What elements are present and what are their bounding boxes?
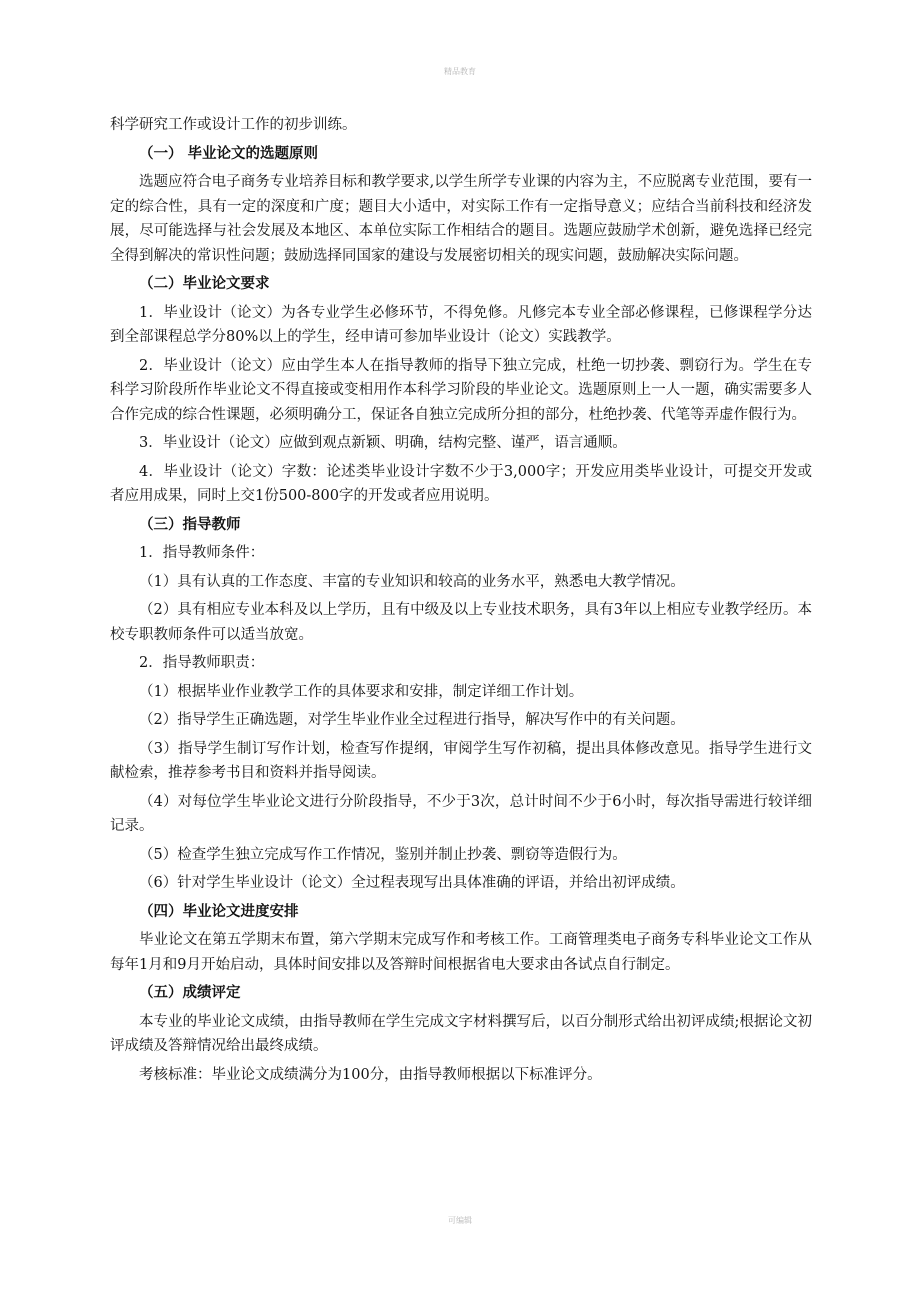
section-heading-supervisors: （三）指导教师 bbox=[139, 515, 241, 533]
section-heading-schedule: （四）毕业论文进度安排 bbox=[139, 902, 299, 920]
document-body bbox=[110, 113, 812, 1091]
paragraph-assessment-standard: 考核标准：毕业论文成绩满分为100分，由指导教师根据以下标准评分。 bbox=[139, 1066, 602, 1083]
paragraph-condition-1: （1）具有认真的工作态度、丰富的专业知识和较高的业务水平，熟悉电大教学情况。 bbox=[139, 573, 685, 590]
paragraph-continuation: 科学研究工作或设计工作的初步训练。 bbox=[110, 117, 357, 133]
paragraph-requirement-3: 3．毕业设计（论文）应做到观点新颖、明确，结构完整、谨严，语言通顺。 bbox=[139, 435, 627, 451]
paragraph-supervisor-conditions: 1．指导教师条件： bbox=[139, 545, 265, 561]
paragraph-requirement-1: 1．毕业设计（论文）为各专业学生必修环节，不得免修。凡修完本专业全部必修课程，已修课程学分达到全部课程总学分80%以上的学生，经申请可参加毕业设计（论文）实践教学。 bbox=[110, 304, 812, 345]
section-heading-grading: （五）成绩评定 bbox=[139, 984, 241, 1001]
header-watermark: 精品教育 bbox=[444, 67, 476, 76]
paragraph-grading: 本专业的毕业论文成绩，由指导教师在学生完成文字材料撰写后，以百分制形式给出初评成绩;根据论文初评成绩及答辩情况给出最终成绩。 bbox=[110, 1013, 812, 1054]
footer-watermark: 可编辑 bbox=[448, 1216, 472, 1225]
paragraph-duty-4: （4）对每位学生毕业论文进行分阶段指导，不少于3次，总计时间不少于6小时，每次指导需进行较详细记录。 bbox=[110, 793, 812, 834]
section-heading-topic-principles: （一） 毕业论文的选题原则 bbox=[139, 144, 319, 162]
paragraph-duty-5: （5）检查学生独立完成写作工作情况，鉴别并制止抄袭、剽窃等造假行为。 bbox=[139, 846, 627, 863]
paragraph-duty-6: （6）针对学生毕业设计（论文）全过程表现写出具体准确的评语，并给出初评成绩。 bbox=[139, 875, 685, 891]
paragraph-duty-1: （1）根据毕业作业教学工作的具体要求和安排，制定详细工作计划。 bbox=[139, 683, 584, 700]
paragraph-duty-2: （2）指导学生正确选题，对学生毕业作业全过程进行指导，解决写作中的有关问题。 bbox=[139, 712, 685, 728]
paragraph-schedule: 毕业论文在第五学期末布置，第六学期末完成写作和考核工作。工商管理类电子商务专科毕业论文工作从每年1月和9月开始启动，具体时间安排以及答辩时间根据省电大要求由各试点自行制定。 bbox=[110, 932, 812, 973]
paragraph-condition-2: （2）具有相应专业本科及以上学历，且有中级及以上专业技术职务，具有3年以上相应专业教学经历。本校专职教师条件可以适当放宽。 bbox=[110, 602, 812, 643]
paragraph-supervisor-duties: 2．指导教师职责： bbox=[139, 655, 265, 671]
paragraph-requirement-2: 2．毕业设计（论文）应由学生本人在指导教师的指导下独立完成，杜绝一切抄袭、剽窃行为。学生在专科学习阶段所作毕业论文不得直接或变相用作本科学习阶段的毕业论文。选题原则上一人一题，确实需要多人合作完成的综合性课题，必须明确分工，保证各自独立完成所分担的部分，杜绝抄袭、代笔等弄虚作假行为。 bbox=[110, 357, 812, 423]
paragraph-requirement-4: 4．毕业设计（论文）字数：论述类毕业设计字数不少于3,000字；开发应用类毕业设计，可提交开发或者应用成果，同时上交1份500-800字的开发或者应用说明。 bbox=[110, 463, 812, 504]
section-heading-requirements: （二）毕业论文要求 bbox=[139, 275, 270, 292]
paragraph-duty-3: （3）指导学生制订写作计划，检查写作提纲，审阅学生写作初稿，提出具体修改意见。指导学生进行文献检索，推荐参考书目和资料并指导阅读。 bbox=[110, 740, 812, 781]
paragraph-topic-principles: 选题应符合电子商务专业培养目标和教学要求,以学生所学专业课的内容为主，不应脱离专业范围，要有一定的综合性，具有一定的深度和广度；题目大小适中，对实际工作有一定指导意义；应结合当前科技和经济发展，尽可能选择与社会发展及本地区、本单位实际工作相结合的题目。选题应鼓励学术创新，避免选择已经完全得到解决的常识性问题；鼓励选择同国家的建设与发展密切相关的现实问题，鼓励解决实际问题。 bbox=[110, 174, 812, 264]
